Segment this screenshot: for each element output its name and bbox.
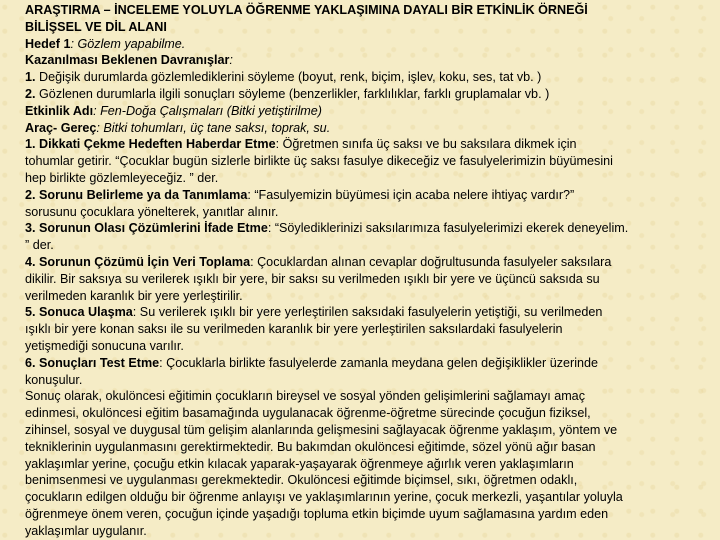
goal-line bbox=[25, 36, 713, 53]
conclusion-line: öğrenmeye önem veren, çocuğun içinde yaşadığı topluma etkin biçimde uyum sağlamasına yardım eden bbox=[25, 506, 609, 521]
conclusion-line: zihinsel, sosyal ve duygusal tüm gelişim alanlarında gelişmesini sağlayacak öğrenme yaklaşım, yöntem ve bbox=[25, 422, 618, 437]
step-text: yetişmediği sonucuna varılır. bbox=[25, 338, 184, 353]
document-page bbox=[25, 2, 713, 540]
tools-text: : Bitki tohumları, üç tane saksı, toprak, su. bbox=[96, 120, 331, 135]
conclusion-line: tekniklerinin uygulanmasını gerektirmektedir. Bu bakımdan okulöncesi eğitimde, sözel yönü ağır basan bbox=[25, 439, 596, 454]
document-title: ARAŞTIRMA – İNCELEME YOLUYLA ÖĞRENME YAKLAŞIMINA DAYALI BİR ETKİNLİK ÖRNEĞİ bbox=[25, 3, 588, 17]
step-label: 2. Sorunu Belirleme ya da Tanımlama bbox=[25, 187, 248, 202]
behavior-text: Gözlenen durumlarla ilgili sonuçları söyleme (benzerlikler, farklılıklar, farklı gruplamalar vb. ) bbox=[35, 86, 550, 101]
behavior-item bbox=[25, 86, 713, 103]
step-label: 5. Sonuca Ulaşma bbox=[25, 305, 133, 320]
step-text: : Su verilerek ışıklı bir yere yerleştirilen saksıdaki fasulyelerin yetiştiği, su verilmeden bbox=[132, 305, 603, 320]
step-text: dikilir. Bir saksıya su verilerek ışıklı bir yere, bir saksı su verilmeden ışıklı bir yere ve üçüncü saksıda su bbox=[25, 271, 600, 286]
step-text: : “Fasulyemizin büyümesi için acaba nelere ihtiyaç vardır?” bbox=[247, 187, 575, 202]
step-line bbox=[25, 304, 713, 321]
step-text: sorusunu çocuklara yönelterek, yanıtlar alınır. bbox=[25, 204, 279, 219]
step-text: hep birlikte gözlemleyeceğiz. ” der. bbox=[25, 170, 219, 185]
conclusion-line: edinmesi, okulöncesi eğitim basamağında uygulanacak öğrenme-öğretme sürecinde çocuğun fiziksel, bbox=[25, 406, 591, 421]
conclusion-line: Sonuç olarak, okulöncesi eğitimin çocukların bireysel ve sosyal yönden gelişimlerini sağlamayı amaç bbox=[25, 389, 585, 404]
step-text: : Çocuklardan alınan cevaplar doğrultusunda fasulyeler saksılara bbox=[250, 254, 612, 269]
behavior-number: 2. bbox=[25, 86, 36, 101]
step-label: 6. Sonuçları Test Etme bbox=[25, 355, 160, 370]
step-text: ” der. bbox=[25, 238, 54, 253]
behavior-number: 1. bbox=[25, 70, 36, 85]
step-line bbox=[25, 187, 713, 204]
step-line bbox=[25, 254, 713, 271]
tools-line bbox=[25, 120, 713, 137]
goal-text: : Gözlem yapabilme. bbox=[70, 36, 186, 51]
step-text: : “Söylediklerinizi saksılarımıza fasulyelerimizi ekerek deneyelim. bbox=[267, 221, 629, 236]
step-label: 4. Sorunun Çözümü İçin Veri Toplama bbox=[25, 254, 251, 269]
step-text: : Öğretmen sınıfa üç saksı ve bu saksılara dikmek için bbox=[275, 137, 577, 152]
step-line bbox=[25, 220, 713, 237]
behavior-text: Değişik durumlarda gözlemlediklerini söyleme (boyut, renk, biçim, işlev, koku, ses, tat vb. ) bbox=[35, 70, 542, 85]
step-text: : Çocuklarla birlikte fasulyelerde zamanla meydana gelen değişiklikler üzerinde bbox=[159, 355, 599, 370]
behaviors-label: Kazanılması Beklenen Davranışlar bbox=[25, 53, 230, 68]
step-text: ışıklı bir yere konan saksı ile su verilmeden karanlık bir yere yerleştirilen saksılardaki fasulyelerin bbox=[25, 322, 563, 337]
step-text: verilmeden karanlık bir yere yerleştirilir. bbox=[25, 288, 243, 303]
step-label: 1. Dikkati Çekme Hedeften Haberdar Etme bbox=[25, 137, 276, 152]
document-subtitle: BİLİŞSEL VE DİL ALANI bbox=[25, 19, 167, 34]
behaviors-heading bbox=[25, 52, 713, 69]
step-line bbox=[25, 355, 713, 372]
behavior-item bbox=[25, 69, 713, 86]
conclusion-line: yaklaşımlar yerine, çocuğu etkin kılacak yaparak-yaşayarak öğrenmeye ağırlık veren yaklaşımların bbox=[25, 456, 574, 471]
conclusion-line: benimsenmesi ve uygulanması gerekmektedir. Okulöncesi eğitimde biçimsel, sıkı, öğretmen odaklı, bbox=[25, 473, 578, 488]
step-text: tohumlar getirir. “Çocuklar bugün sizlerle birlikte üç saksı fasulye dikeceğiz ve fasulyelerimizin büyümesini bbox=[25, 154, 613, 169]
activity-label: Etkinlik Adı bbox=[25, 103, 94, 118]
tools-label: Araç- Gereç bbox=[25, 120, 97, 135]
conclusion-line: çocukların edilgen olduğu bir öğrenme anlayışı ve yaklaşımlarının yerine, çocuk merkezli, yaşantılar yoluyla bbox=[25, 490, 623, 505]
step-line bbox=[25, 136, 713, 153]
conclusion-line: yaklaşımlar uygulanır. bbox=[25, 523, 147, 538]
activity-line bbox=[25, 103, 713, 120]
goal-label: Hedef 1 bbox=[25, 36, 71, 51]
activity-text: : Fen-Doğa Çalışmaları (Bitki yetiştirilme) bbox=[93, 103, 322, 118]
step-text: konuşulur. bbox=[25, 372, 83, 387]
step-label: 3. Sorunun Olası Çözümlerini İfade Etme bbox=[25, 221, 268, 236]
behaviors-colon: : bbox=[229, 53, 233, 68]
